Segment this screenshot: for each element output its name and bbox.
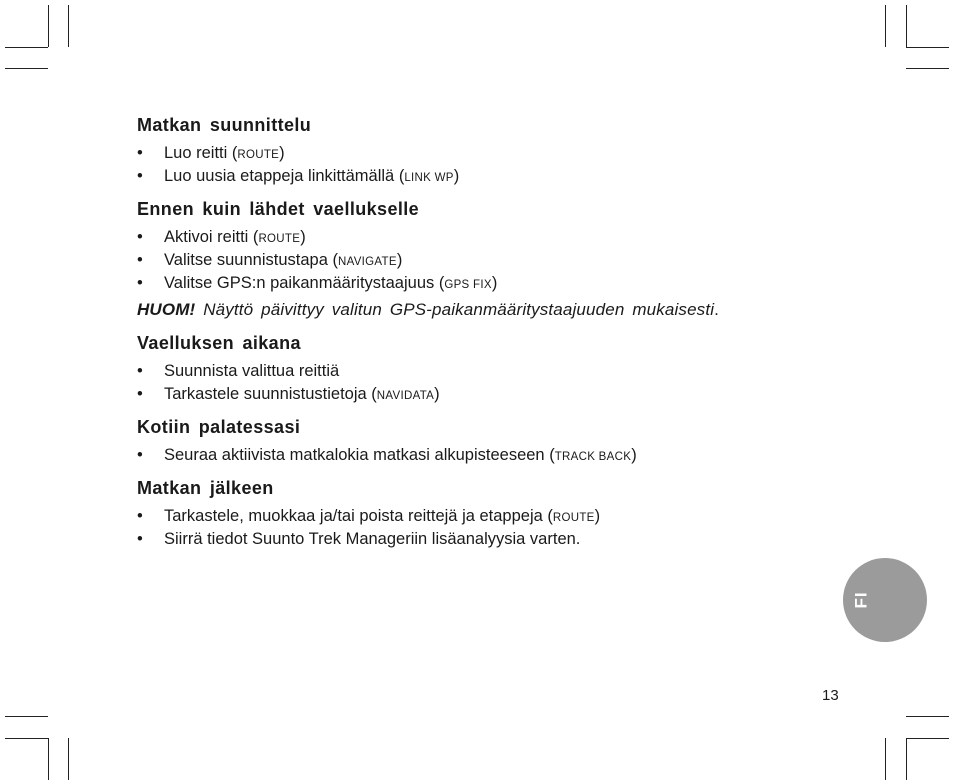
crop-mark xyxy=(5,68,48,69)
crop-mark xyxy=(906,716,949,717)
section-returning-home xyxy=(137,415,797,467)
menu-code: GPS FIX xyxy=(444,279,492,291)
crop-mark xyxy=(885,738,886,780)
crop-mark xyxy=(906,738,907,780)
section-heading: Matkan jälkeen xyxy=(137,478,274,498)
menu-code: ROUTE xyxy=(552,512,595,524)
list-item: • Seuraa aktiivista matkalokia matkasi alkupisteeseen (TRACK BACK) xyxy=(137,444,797,467)
section-heading: Ennen kuin lähdet vaellukselle xyxy=(137,199,420,219)
section-after-trip xyxy=(137,476,797,551)
bullet-list xyxy=(137,444,797,467)
bullet-list xyxy=(137,505,797,551)
list-item: • Aktivoi reitti (ROUTE) xyxy=(137,226,797,249)
bullet-icon: • xyxy=(137,507,143,525)
menu-code: NAVIGATE xyxy=(337,256,397,268)
crop-mark xyxy=(885,5,886,47)
bullet-list xyxy=(137,226,797,295)
crop-mark xyxy=(48,5,49,47)
page-content xyxy=(137,113,797,560)
bullet-icon: • xyxy=(137,274,143,292)
note-label: HUOM! xyxy=(137,300,196,319)
list-item: • Siirrä tiedot Suunto Trek Manageriin lisäanalyysia varten. xyxy=(137,528,797,551)
language-tab xyxy=(843,558,927,642)
crop-mark xyxy=(48,738,49,780)
bullet-icon: • xyxy=(137,167,143,185)
language-tab-label: FI xyxy=(851,591,871,609)
crop-mark xyxy=(906,5,907,47)
menu-code: LINK WP xyxy=(404,172,454,184)
page-number: 13 xyxy=(822,687,839,704)
list-item: • Valitse GPS:n paikanmääritystaajuus (GPS FIX) xyxy=(137,272,797,295)
bullet-icon: • xyxy=(137,385,143,403)
bullet-icon: • xyxy=(137,530,143,548)
bullet-list xyxy=(137,142,797,188)
menu-code: TRACK BACK xyxy=(554,451,632,463)
list-item: • Suunnista valittua reittiä xyxy=(137,360,797,383)
bullet-icon: • xyxy=(137,144,143,162)
crop-mark xyxy=(906,47,949,48)
bullet-icon: • xyxy=(137,228,143,246)
note-period: . xyxy=(714,300,720,319)
bullet-icon: • xyxy=(137,251,143,269)
menu-code: ROUTE xyxy=(258,233,301,245)
crop-mark xyxy=(5,716,48,717)
section-before-hike xyxy=(137,197,797,322)
crop-mark xyxy=(68,738,69,780)
section-heading: Kotiin palatessasi xyxy=(137,417,301,437)
list-item: • Valitse suunnistustapa (NAVIGATE) xyxy=(137,249,797,272)
bullet-list xyxy=(137,360,797,406)
bullet-icon: • xyxy=(137,446,143,464)
crop-mark xyxy=(5,47,48,48)
crop-mark xyxy=(5,738,48,739)
note xyxy=(137,298,797,322)
crop-mark xyxy=(906,738,949,739)
section-heading: Matkan suunnittelu xyxy=(137,115,312,135)
menu-code: NAVIDATA xyxy=(376,390,435,402)
section-trip-planning xyxy=(137,113,797,188)
list-item: • Luo uusia etappeja linkittämällä (LINK WP) xyxy=(137,165,797,188)
section-heading: Vaelluksen aikana xyxy=(137,333,301,353)
section-during-hike xyxy=(137,331,797,406)
note-text: Näyttö päivittyy valitun GPS-paikanmääritystaajuuden mukaisesti xyxy=(195,300,715,319)
bullet-icon: • xyxy=(137,362,143,380)
crop-mark xyxy=(906,68,949,69)
list-item: • Tarkastele, muokkaa ja/tai poista reittejä ja etappeja (ROUTE) xyxy=(137,505,797,528)
list-item: • Tarkastele suunnistustietoja (NAVIDATA) xyxy=(137,383,797,406)
list-item: • Luo reitti (ROUTE) xyxy=(137,142,797,165)
crop-mark xyxy=(68,5,69,47)
menu-code: ROUTE xyxy=(237,149,280,161)
